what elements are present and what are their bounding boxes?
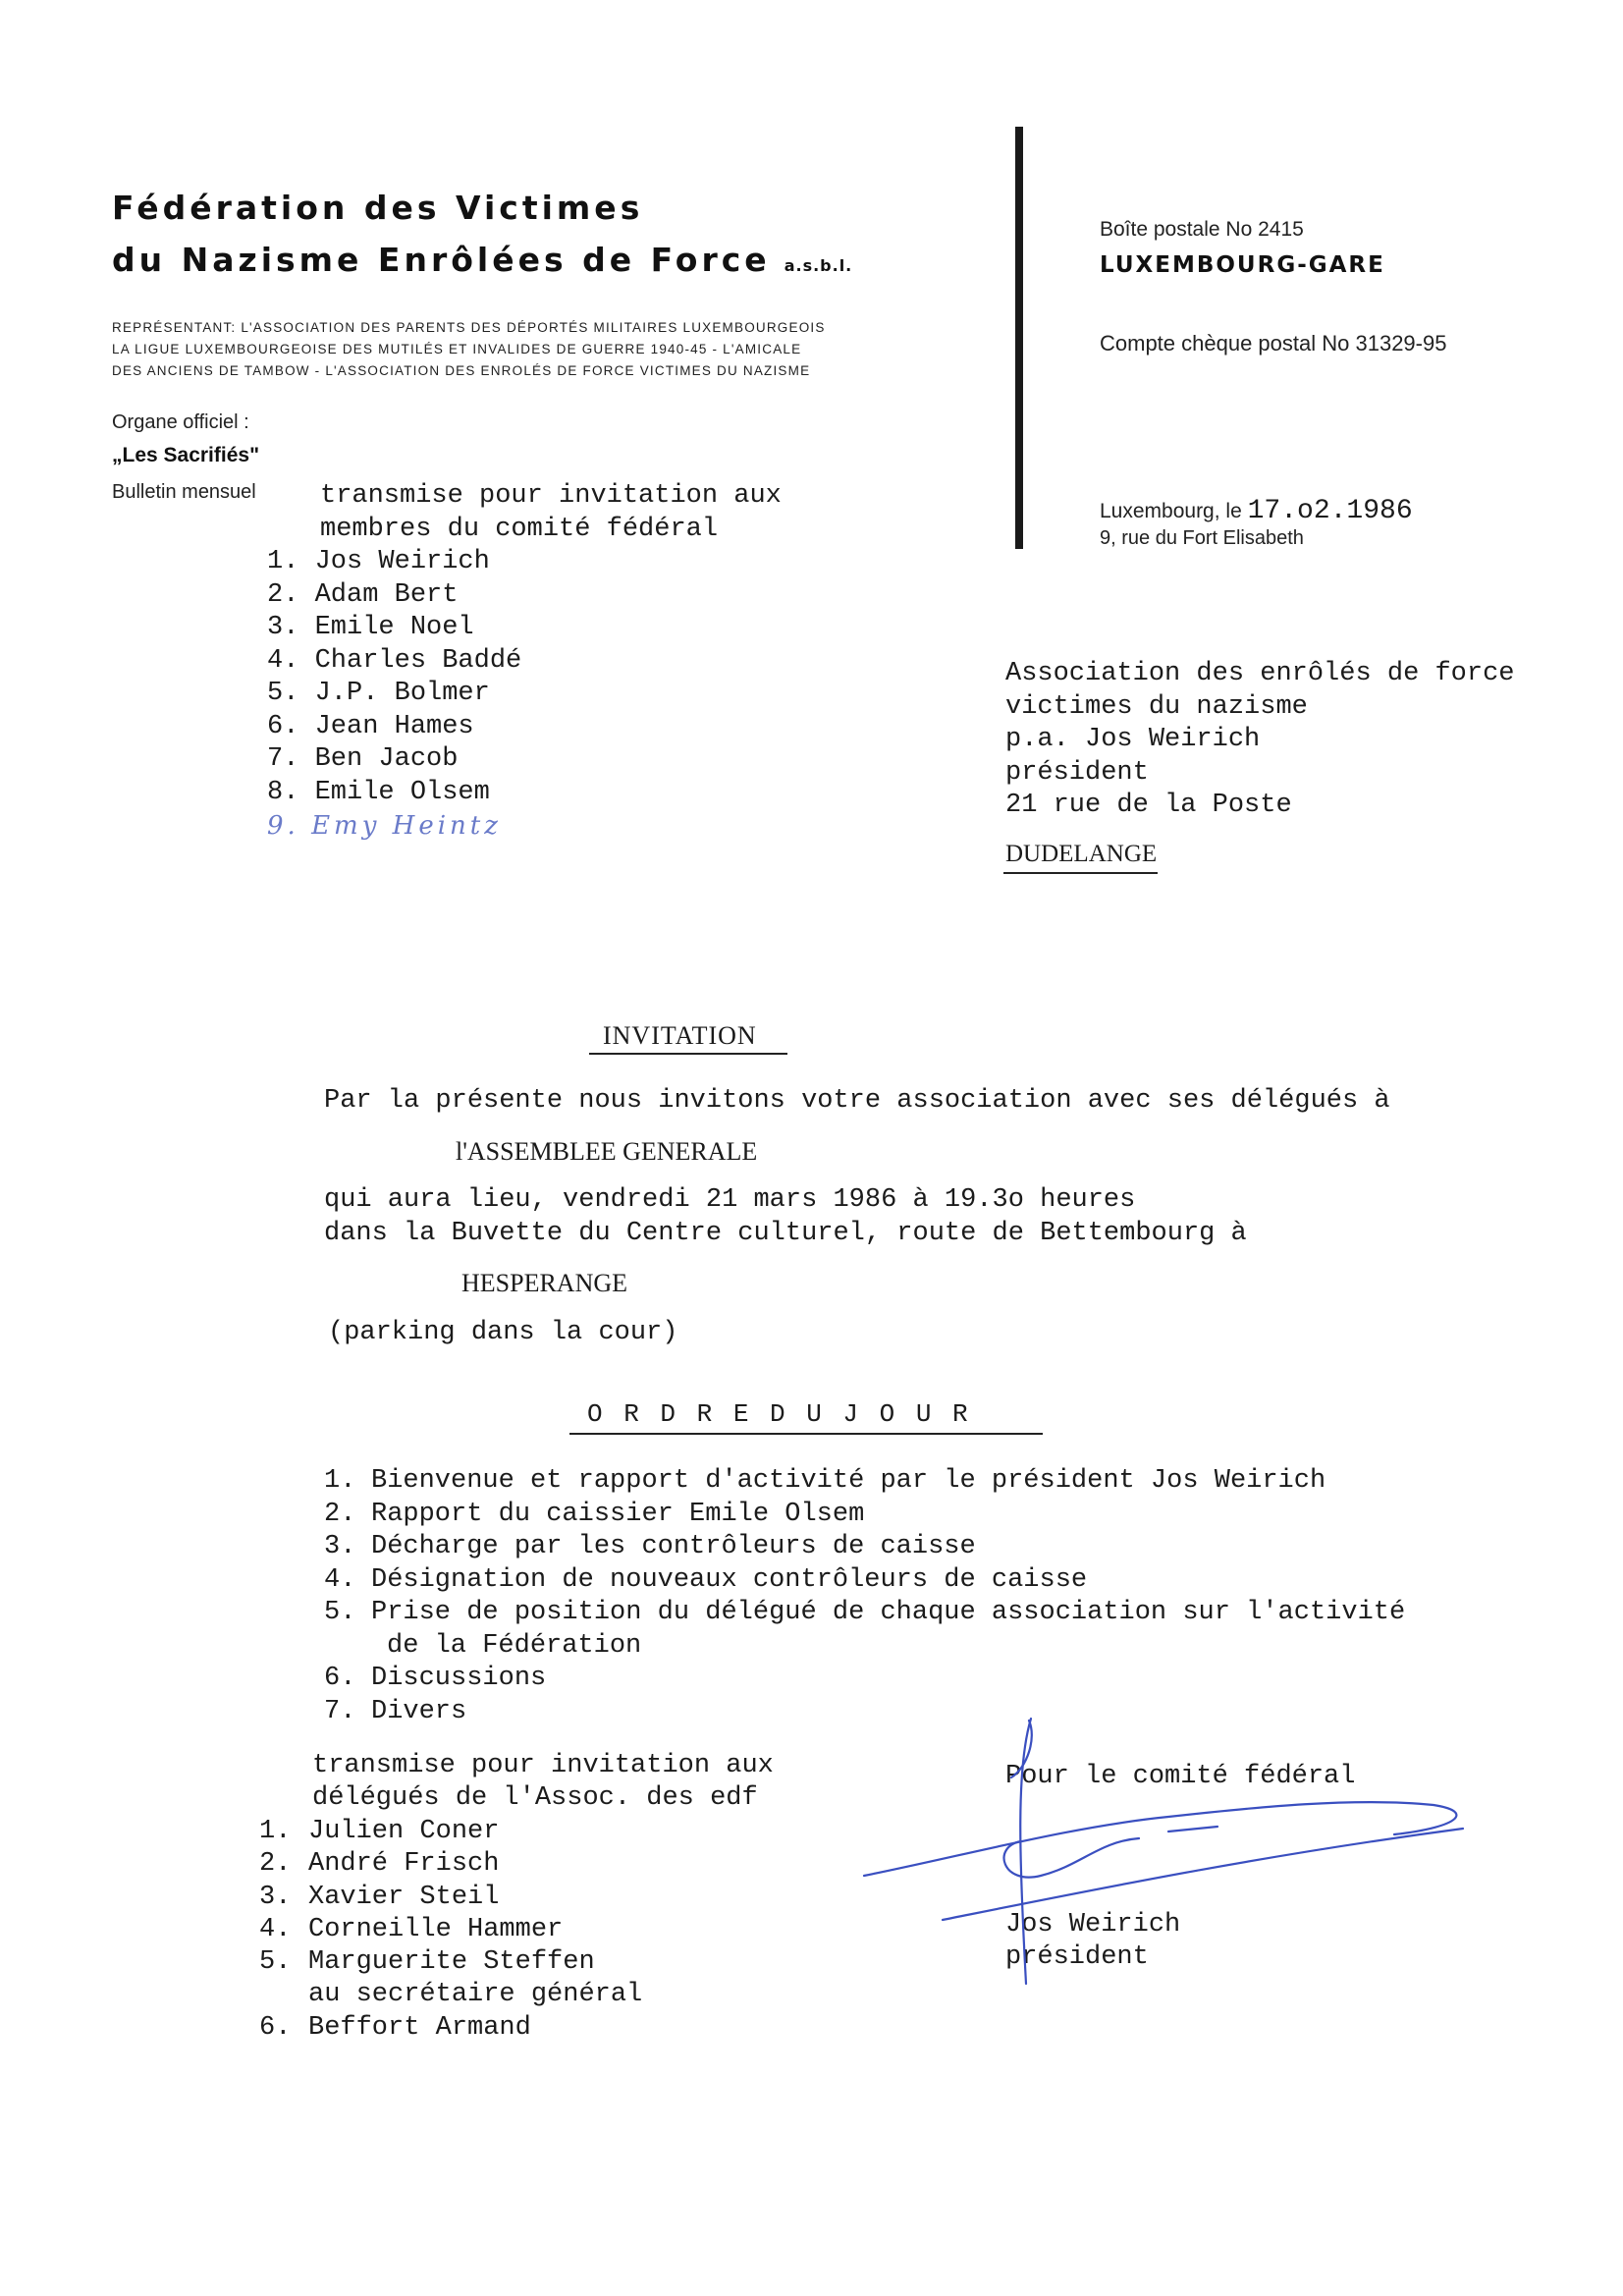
- parking-note: (parking dans la cour): [328, 1318, 678, 1347]
- list-item: 5. Marguerite Steffen: [259, 1947, 595, 1978]
- recipient-line: p.a. Jos Weirich: [1005, 725, 1261, 754]
- recipient-line: Association des enrôlés de force: [1005, 659, 1515, 688]
- recipient-town: DUDELANGE: [1005, 841, 1158, 867]
- street-address: 9, rue du Fort Elisabeth: [1100, 527, 1304, 549]
- account-number: Compte chèque postal No 31329-95: [1100, 331, 1447, 355]
- signature-name: Jos Weirich: [1005, 1910, 1181, 1940]
- list-item: au secrétaire général: [308, 1980, 643, 2010]
- representing-line-1: REPRÉSENTANT: L'ASSOCIATION DES PARENTS DES DÉPORTÉS MILITAIRES LUXEMBOURGEOIS: [112, 320, 826, 335]
- list-item: 3. Xavier Steil: [259, 1882, 500, 1912]
- delegates-intro-2: délégués de l'Assoc. des edf: [312, 1783, 758, 1813]
- date-value: 17.o2.1986: [1247, 496, 1413, 526]
- agenda-list: [324, 1465, 1405, 1728]
- org-name-line2-text: du Nazisme Enrôlées de Force: [112, 241, 771, 279]
- postbox: Boîte postale No 2415: [1100, 218, 1304, 241]
- list-item: 6. Discussions: [324, 1664, 547, 1693]
- date-line: [1100, 496, 1413, 526]
- recipient-line: victimes du nazisme: [1005, 691, 1308, 722]
- list-item: 2. Rapport du caissier Emile Olsem: [324, 1499, 865, 1529]
- agenda-heading: O R D R E D U J O U R: [587, 1399, 971, 1429]
- list-item: 2. André Frisch: [259, 1849, 500, 1880]
- representing-line-2: LA LIGUE LUXEMBOURGEOISE DES MUTILÉS ET INVALIDES DE GUERRE 1940-45 - L'AMICALE: [112, 342, 802, 356]
- event-place: HESPERANGE: [461, 1269, 628, 1297]
- list-item: 4. Corneille Hammer: [259, 1914, 564, 1944]
- org-name-line1: Fédération des Victimes: [112, 189, 644, 227]
- agenda-underline: [569, 1433, 1043, 1435]
- delegates-intro-1: transmise pour invitation aux: [312, 1751, 774, 1780]
- handwritten-signature: [844, 1709, 1492, 2003]
- signature-on-behalf: Pour le comité fédéral: [1005, 1762, 1356, 1791]
- list-item: 6. Jean Hames: [267, 711, 474, 741]
- recipient-address: [1005, 658, 1514, 823]
- org-name-line2: [112, 241, 852, 279]
- list-item: de la Fédération: [387, 1630, 642, 1661]
- list-item: 1. Bienvenue et rapport d'activité par le président Jos Weirich: [324, 1466, 1326, 1496]
- recipient-line: président: [1005, 757, 1149, 788]
- handwritten-addition: 9. Emy Heintz: [267, 811, 502, 841]
- list-item: 4. Désignation de nouveaux contrôleurs de caisse: [324, 1564, 1088, 1595]
- invitation-heading: INVITATION: [603, 1021, 757, 1050]
- list-item: 1. Julien Coner: [259, 1817, 500, 1846]
- asbl-label: a.s.b.l.: [784, 256, 853, 275]
- list-item: 5. Prise de position du délégué de chaque association sur l'activité: [324, 1598, 1406, 1627]
- list-item: 4. Charles Baddé: [267, 645, 522, 676]
- committee-intro-2: membres du comité fédéral: [320, 515, 719, 544]
- list-item: 1. Jos Weirich: [267, 547, 490, 576]
- bulletin-label: Bulletin mensuel: [112, 481, 256, 503]
- date-prefix: Luxembourg, le: [1100, 500, 1242, 522]
- recipient-line: 21 rue de la Poste: [1005, 791, 1292, 820]
- list-item: 7. Divers: [324, 1696, 467, 1726]
- list-item: 6. Beffort Armand: [259, 2012, 531, 2043]
- city: LUXEMBOURG-GARE: [1100, 252, 1385, 278]
- signature-title: président: [1005, 1942, 1149, 1972]
- event-name: l'ASSEMBLEE GENERALE: [456, 1137, 758, 1166]
- organe-name: „Les Sacrifiés": [112, 444, 260, 466]
- town-underline: [1003, 872, 1158, 874]
- list-item: 3. Décharge par les contrôleurs de caisse: [324, 1532, 976, 1561]
- list-item: 3. Emile Noel: [267, 613, 474, 642]
- list-item: 5. J.P. Bolmer: [267, 679, 490, 708]
- list-item: 7. Ben Jacob: [267, 744, 459, 774]
- invitation-line-2: qui aura lieu, vendredi 21 mars 1986 à 19.3o heures: [324, 1185, 1136, 1215]
- committee-members-list: [267, 546, 521, 809]
- representing-line-3: DES ANCIENS DE TAMBOW - L'ASSOCIATION DES ENROLÉS DE FORCE VICTIMES DU NAZISME: [112, 363, 811, 378]
- invitation-line-1: Par la présente nous invitons votre association avec ses délégués à: [324, 1086, 1390, 1116]
- list-item: 2. Adam Bert: [267, 579, 459, 610]
- organe-label: Organe officiel :: [112, 411, 249, 433]
- invitation-underline: [589, 1053, 787, 1055]
- delegates-list: [259, 1816, 642, 2045]
- committee-intro-1: transmise pour invitation aux: [320, 481, 782, 511]
- list-item: 8. Emile Olsem: [267, 777, 490, 807]
- invitation-line-3: dans la Buvette du Centre culturel, route de Bettembourg à: [324, 1219, 1247, 1248]
- letterhead-divider: [1015, 127, 1023, 549]
